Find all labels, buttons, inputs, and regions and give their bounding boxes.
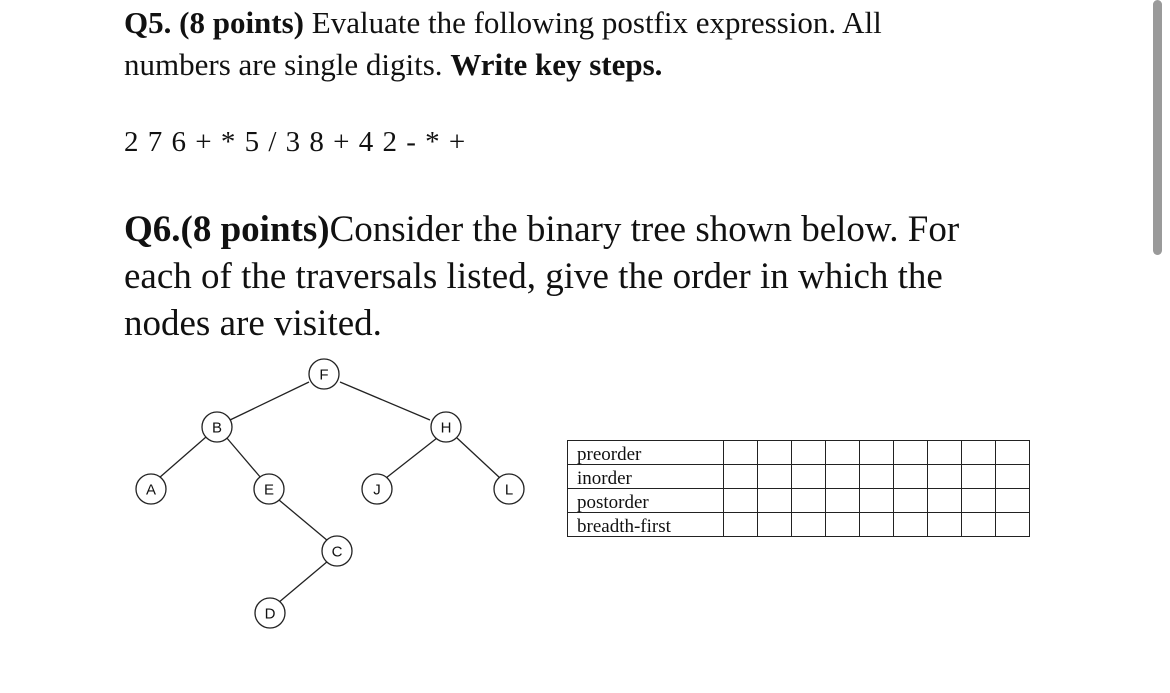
answer-cell[interactable] <box>894 513 928 537</box>
node-label-e: E <box>263 481 275 499</box>
traversal-row-postorder <box>568 489 1030 513</box>
edge-e-c <box>279 500 328 541</box>
q6-heading: Q6.(8 points) <box>124 209 330 250</box>
edge-f-b <box>230 382 309 420</box>
binary-tree-diagram <box>0 0 560 693</box>
traversal-row-label: inorder <box>568 465 724 489</box>
answer-cell[interactable] <box>860 465 894 489</box>
q5-points: (8 points) <box>179 5 305 40</box>
answer-cell[interactable] <box>860 489 894 513</box>
answer-cell[interactable] <box>860 513 894 537</box>
answer-cell[interactable] <box>758 465 792 489</box>
answer-cell[interactable] <box>792 441 826 465</box>
answer-cell[interactable] <box>894 489 928 513</box>
answer-cell[interactable] <box>724 441 758 465</box>
answer-cell[interactable] <box>928 465 962 489</box>
q6-text: Consider the binary tree shown below. For each of the traversals listed, give the order in which the nodes are visited. <box>124 209 960 344</box>
answer-cell[interactable] <box>928 489 962 513</box>
answer-cell[interactable] <box>826 513 860 537</box>
node-label-d: D <box>264 605 276 623</box>
answer-cell[interactable] <box>928 441 962 465</box>
vertical-scrollbar[interactable] <box>1153 0 1162 255</box>
answer-cell[interactable] <box>962 465 996 489</box>
answer-cell[interactable] <box>894 441 928 465</box>
node-label-c: C <box>331 543 343 561</box>
edge-b-e <box>226 437 261 478</box>
q5-text-line1: Evaluate the following postfix expression. All <box>304 5 882 40</box>
traversal-row-label: postorder <box>568 489 724 513</box>
answer-cell[interactable] <box>792 489 826 513</box>
answer-cell[interactable] <box>996 465 1030 489</box>
q5-emphasis: Write key steps. <box>450 47 663 82</box>
node-label-l: L <box>504 481 514 499</box>
traversal-answer-table <box>567 440 1030 537</box>
traversal-row-preorder <box>568 441 1030 465</box>
answer-cell[interactable] <box>826 489 860 513</box>
answer-cell[interactable] <box>996 441 1030 465</box>
tree-node-circles <box>136 359 524 628</box>
answer-cell[interactable] <box>962 441 996 465</box>
edge-b-a <box>159 437 206 478</box>
node-label-j: J <box>373 481 381 499</box>
node-label-h: H <box>440 419 452 437</box>
edge-h-l <box>457 438 500 478</box>
postfix-expression: 2 7 6 + * 5 / 3 8 + 4 2 - * + <box>124 126 467 158</box>
edge-c-d <box>278 561 328 603</box>
q5-text-line2: numbers are single digits. <box>124 47 451 82</box>
answer-cell[interactable] <box>724 489 758 513</box>
edge-f-h <box>340 382 430 420</box>
answer-cell[interactable] <box>758 441 792 465</box>
q5-number: Q5. <box>124 5 172 40</box>
answer-cell[interactable] <box>894 465 928 489</box>
answer-cell[interactable] <box>996 513 1030 537</box>
answer-cell[interactable] <box>724 465 758 489</box>
answer-cell[interactable] <box>962 489 996 513</box>
node-label-a: A <box>145 481 157 499</box>
traversal-row-breadth-first <box>568 513 1030 537</box>
answer-cell[interactable] <box>724 513 758 537</box>
tree-node-labels <box>146 367 513 623</box>
edge-h-j <box>386 438 437 478</box>
answer-cell[interactable] <box>860 441 894 465</box>
answer-cell[interactable] <box>792 465 826 489</box>
answer-cell[interactable] <box>826 465 860 489</box>
node-label-f: F <box>319 366 329 384</box>
answer-cell[interactable] <box>996 489 1030 513</box>
traversal-table-body <box>568 441 1030 537</box>
answer-cell[interactable] <box>826 441 860 465</box>
traversal-row-inorder <box>568 465 1030 489</box>
node-label-b: B <box>211 419 223 437</box>
answer-cell[interactable] <box>962 513 996 537</box>
answer-cell[interactable] <box>792 513 826 537</box>
traversal-row-label: breadth-first <box>568 513 724 537</box>
answer-cell[interactable] <box>928 513 962 537</box>
traversal-row-label: preorder <box>568 441 724 465</box>
answer-cell[interactable] <box>758 513 792 537</box>
answer-cell[interactable] <box>758 489 792 513</box>
